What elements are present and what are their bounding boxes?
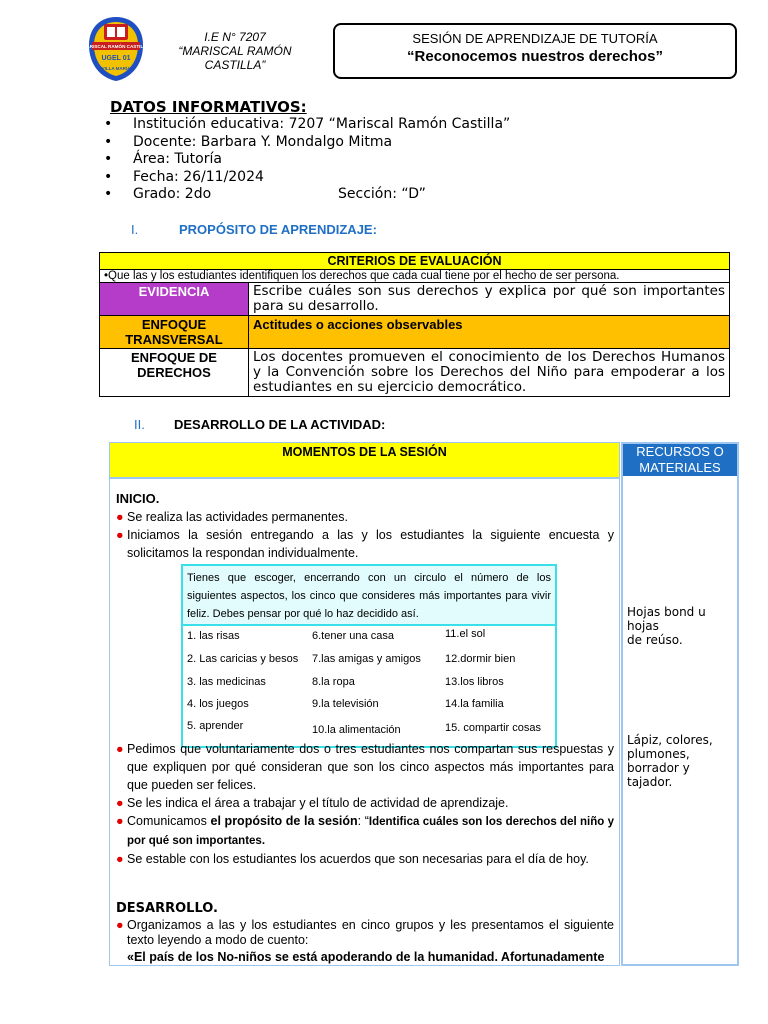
evidencia-label: EVIDENCIA [100,283,249,316]
enfoque-label: ENFOQUE TRANSVERSAL [100,316,249,349]
datos-area: Área: Tutoría [133,151,222,167]
bullet: • [104,133,113,150]
desarrollo-title: DESARROLLO. [116,901,218,916]
svg-text:VILLA MARÍA: VILLA MARÍA [101,66,131,71]
datos-docente: Docente: Barbara Y. Mondalgo Mitma [133,133,393,150]
school-name [150,30,320,72]
criterio-text: •Que las y los estudiantes identifiquen los derechos que cada cual tiene por el hecho de ser persona. [100,270,730,283]
survey-item: 4. los juegos [187,698,249,710]
inicio-continued [116,740,614,868]
list-item: ● Se realiza las actividades permanentes. [116,510,348,524]
criterios-table [99,252,730,397]
datos-title: DATOS INFORMATIVOS: [110,98,307,116]
school-number: I.E N° 7207 [204,30,266,44]
momentos-header: MOMENTOS DE LA SESIÓN [110,443,619,479]
inicio-block [116,490,614,562]
survey-item: 13.los libros [445,676,504,688]
survey-item: 14.la familia [445,698,504,710]
list-item: ● Pedimos que voluntariamente dos o tres estudiantes nos compartan sus respuestas y que expliquen por qué consideran que son los cinco aspectos más importantes para que pueden ser felices. [116,742,614,792]
session-title-box [333,23,737,79]
desarrollo-block [116,900,614,966]
list-item: ● Se estable con los estudiantes los acuerdos que son necesarias para el día de hoy. [116,852,589,866]
bullet-icon: ● [116,510,124,524]
recurso-hojas: Hojas bond u hojas de reúso. [627,605,706,647]
survey-item: 15. compartir cosas [445,722,541,734]
section-number: I. [131,222,139,237]
survey-item: 12.dormir bien [445,653,516,665]
survey-item: 10.la alimentación [312,724,401,736]
list-item: ● Organizamos a las y los estudiantes en cinco grupos y les presentamos el siguiente texto leyendo a modo de cuento: [116,918,614,947]
survey-image [181,564,557,748]
bullet-icon: ● [116,852,124,866]
recursos-column [621,442,739,966]
survey-item: 9.la televisión [312,698,379,710]
section-proposito [131,222,531,238]
recurso-utiles: Lápiz, colores, plumones, borrador y tajador. [627,733,713,789]
datos-seccion: Sección: “D” [338,186,426,202]
derechos-label: ENFOQUE DE DERECHOS [100,349,249,397]
section-number: II. [134,417,145,432]
bullet-icon: ● [116,796,124,810]
bullet: • [104,151,113,167]
school-title: “MARISCAL RAMÓN CASTILLA” [178,44,292,72]
bullet: • [104,168,113,185]
list-item: ● Se les indica el área a trabajar y el título de actividad de aprendizaje. [116,796,509,810]
datos-institucion: Institución educativa: 7207 “Mariscal Ramón Castilla” [133,116,511,132]
derechos-text: Los docentes promueven el conocimiento de los Derechos Humanos y la Convención sobre los Derechos del Niño para empoderar a los estudiantes en su ejercicio democrático. [249,349,730,397]
section-title: PROPÓSITO DE APRENDIZAJE: [179,222,377,237]
survey-item: 8.la ropa [312,676,355,688]
section-title: DESARROLLO DE LA ACTIVIDAD: [174,417,386,432]
criterios-header: CRITERIOS DE EVALUACIÓN [100,253,730,270]
datos-fecha: Fecha: 26/11/2024 [133,168,264,185]
bullet: • [104,186,113,202]
inicio-title: INICIO. [116,491,160,506]
list-item: ● Iniciamos la sesión entregando a las y los estudiantes la siguiente encuesta y solicitamos la respondan individualmente. [116,528,614,560]
survey-intro: Tienes que escoger, encerrando con un circulo el número de los siguientes aspectos, los cinco que consideres más importantes para vivir feliz. Debes pensar por qué lo haz decidido así. [183,566,555,626]
session-type: SESIÓN DE APRENDIZAJE DE TUTORÍA [412,31,658,46]
survey-item: 3. las medicinas [187,676,266,688]
list-item: ● Comunicamos el propósito de la sesión: “Identifica cuáles son los derechos del niño y por qué son importantes. [116,814,614,847]
enfoque-text: Actitudes o acciones observables [249,316,730,349]
recursos-header: RECURSOS O MATERIALES [623,444,737,476]
survey-item: 5. aprender [187,720,244,732]
survey-item: 6.tener una casa [312,630,394,642]
cuento-start: «El país de los No-niños se está apoderando de la humanidad. Afortunadamente [127,950,605,964]
bullet: • [104,116,113,132]
svg-text:UGEL 01: UGEL 01 [101,55,131,62]
survey-item: 1. las risas [187,630,240,642]
survey-item: 11.el sol [445,628,486,640]
school-logo [82,15,150,83]
session-title: “Reconocemos nuestros derechos” [407,48,663,65]
datos-grado: Grado: 2do [133,186,212,202]
bullet-icon: ● [116,528,124,542]
survey-item: 7.las amigas y amigos [312,653,421,665]
evidencia-text: Escribe cuáles son sus derechos y explica por qué son importantes para su desarrollo. [249,283,730,316]
bullet-icon: ● [116,742,124,756]
bullet-icon: ● [116,814,124,828]
bullet-icon: ● [116,918,124,932]
proposito-text: Identifica cuáles son los derechos del niño y por qué son importantes. [127,816,614,847]
survey-item: 2. Las caricias y besos [187,653,299,665]
section-desarrollo [134,417,534,433]
svg-text:MARISCAL RAMÓN CASTILLA: MARISCAL RAMÓN CASTILLA [82,44,150,49]
